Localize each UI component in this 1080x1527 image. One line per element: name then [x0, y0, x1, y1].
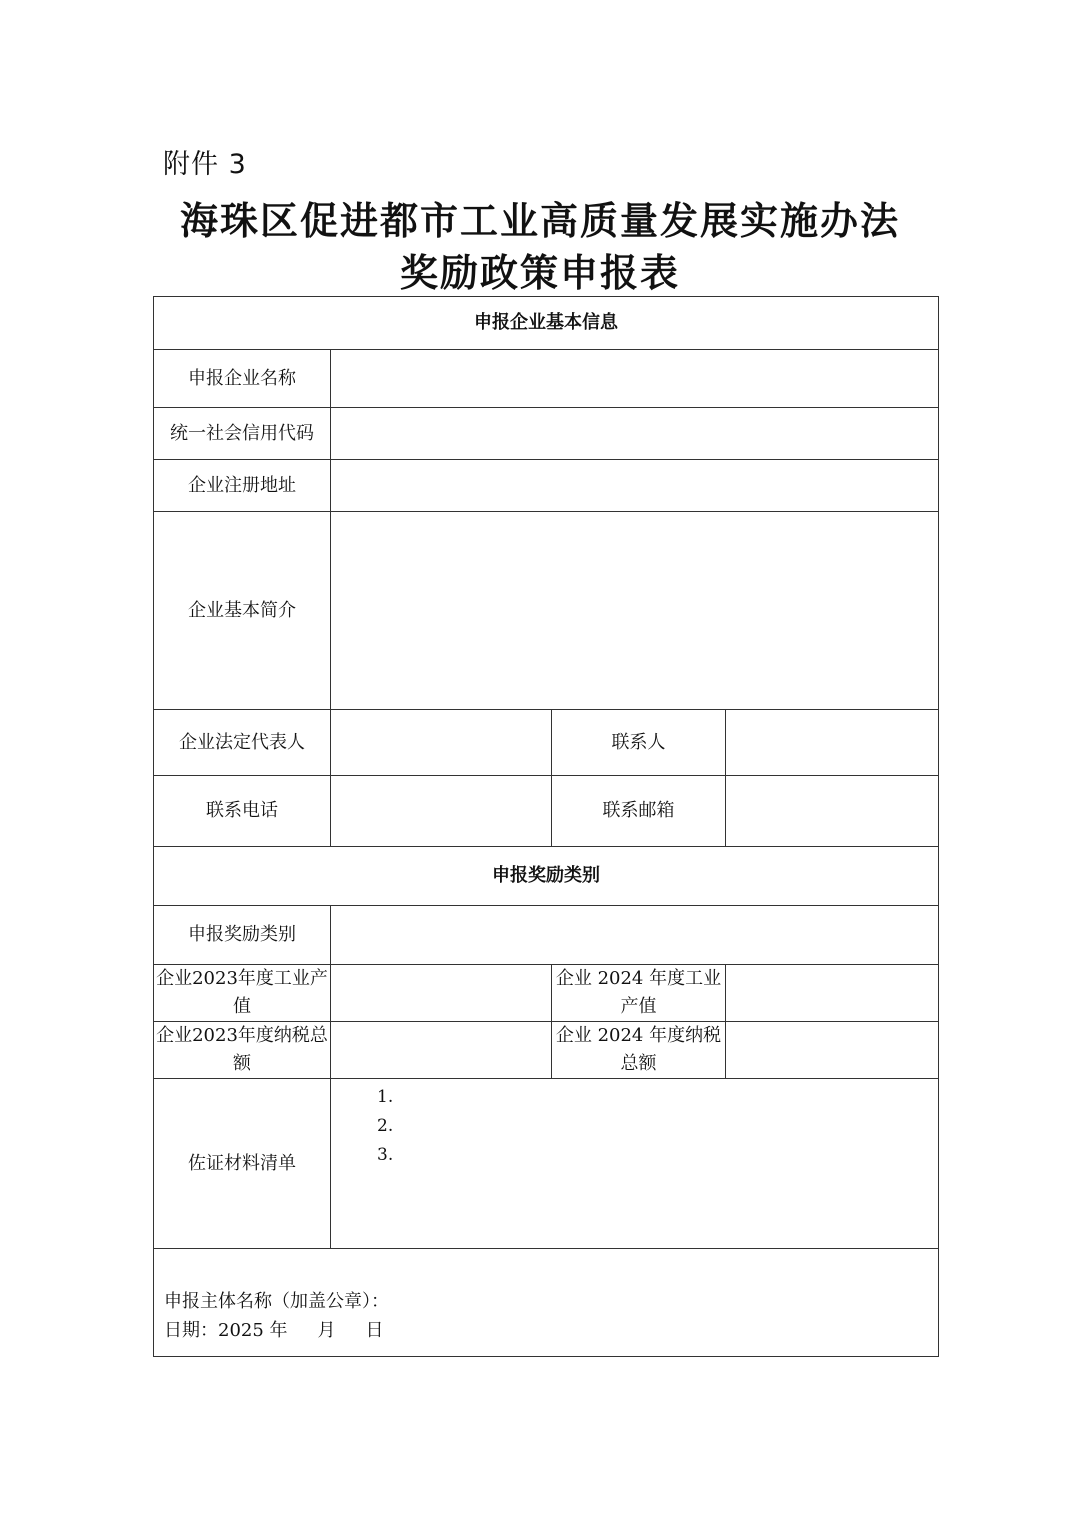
input-registered-address[interactable] — [331, 460, 939, 512]
label-tax-2023: 企业2023年度纳税总额 — [154, 1022, 331, 1079]
signature-section — [154, 1249, 939, 1357]
date-day: 日 — [365, 1320, 384, 1341]
materials-item-3: 3. — [377, 1145, 394, 1165]
label-supporting-materials: 佐证材料清单 — [154, 1079, 331, 1249]
label-registered-address: 企业注册地址 — [154, 460, 331, 512]
label-company-name: 申报企业名称 — [154, 350, 331, 408]
input-contact-person[interactable] — [726, 710, 939, 776]
input-company-profile[interactable] — [331, 512, 939, 710]
input-company-name[interactable] — [331, 350, 939, 408]
input-contact-email[interactable] — [726, 776, 939, 847]
label-company-profile: 企业基本简介 — [154, 512, 331, 710]
label-credit-code: 统一社会信用代码 — [154, 408, 331, 460]
section-header-award-type: 申报奖励类别 — [154, 847, 939, 906]
page-title-line2: 奖励政策申报表 — [399, 251, 680, 295]
materials-item-1: 1. — [377, 1087, 394, 1107]
materials-item-2: 2. — [377, 1116, 394, 1136]
input-tax-2023[interactable] — [331, 1022, 552, 1079]
date-month: 月 — [317, 1320, 336, 1341]
label-output-2023: 企业2023年度工业产值 — [154, 965, 331, 1022]
date-line — [164, 1316, 938, 1345]
date-prefix: 日期：2025 年 — [164, 1320, 288, 1341]
input-output-2023[interactable] — [331, 965, 552, 1022]
label-output-2024: 企业 2024 年度工业产值 — [552, 965, 726, 1022]
input-credit-code[interactable] — [331, 408, 939, 460]
attachment-label: 附件 3 — [163, 149, 247, 180]
input-award-type[interactable] — [331, 906, 939, 965]
page-title-line1: 海珠区促进都市工业高质量发展实施办法 — [179, 199, 900, 243]
label-contact-phone: 联系电话 — [154, 776, 331, 847]
label-tax-2024: 企业 2024 年度纳税总额 — [552, 1022, 726, 1079]
entity-name-label: 申报主体名称（加盖公章）： — [164, 1291, 389, 1312]
application-form-table — [153, 296, 939, 1357]
label-contact-person: 联系人 — [552, 710, 726, 776]
input-contact-phone[interactable] — [331, 776, 552, 847]
input-legal-representative[interactable] — [331, 710, 552, 776]
input-output-2024[interactable] — [726, 965, 939, 1022]
label-legal-representative: 企业法定代表人 — [154, 710, 331, 776]
input-tax-2024[interactable] — [726, 1022, 939, 1079]
section-header-basic-info: 申报企业基本信息 — [154, 297, 939, 350]
label-award-type: 申报奖励类别 — [154, 906, 331, 965]
label-contact-email: 联系邮箱 — [552, 776, 726, 847]
input-supporting-materials[interactable] — [331, 1079, 939, 1249]
